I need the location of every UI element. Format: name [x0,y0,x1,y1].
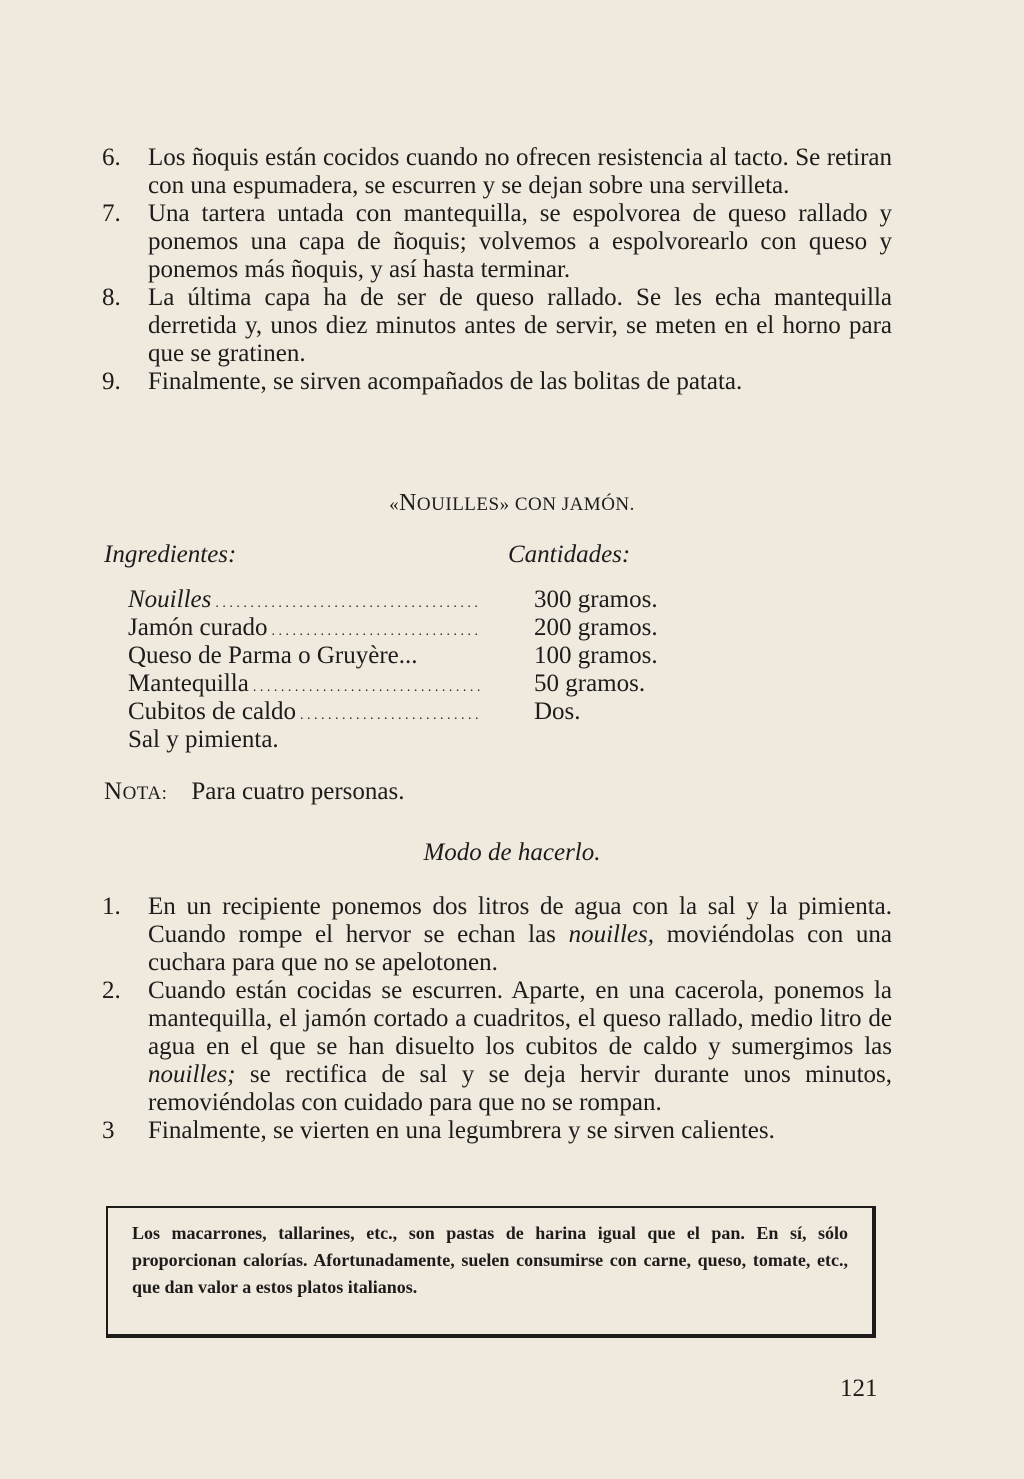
ingredient-row [128,670,480,698]
recipe-title [0,490,1024,517]
step-text-italic: nouilles; [148,1061,236,1088]
ingredient-row [128,586,480,614]
nota-text: Para cuatro personas. [191,778,405,805]
step-text: En un recipiente ponemos dos litros de agua con la sal y la pimienta. Cuando rompe el hervor se echan las [148,893,892,948]
quantities-header: Cantidades: [508,541,631,568]
step-text: Finalmente, se sirven acompañados de las bolitas de patata. [148,368,743,395]
step-text: se rectifica de sal y se deja hervir durante unos minutos, removiéndolas con cuidado para que no se rompan. [148,1061,892,1116]
step-number: 2. [102,977,121,1004]
recipe-title-cap: N [399,490,417,516]
nota-label-cap: N [104,778,123,805]
ingredient-name: Mantequilla [128,670,249,697]
page-number: 121 [840,1375,878,1402]
nota-label [104,778,168,805]
step-text: Cuando están cocidas se escurren. Aparte, en una cacerola, ponemos la mantequilla, el jamón cortado a cuadritos, el queso rallado, medio litro de agua en el que se han disuelto los cubitos de caldo y sumergimos las [148,977,892,1060]
ingredient-row [128,698,480,726]
step-number: 1. [102,893,121,920]
dot-leader [300,698,480,726]
ingredient-name: Cubitos de caldo [128,698,297,725]
ingredient-name: Queso de Parma o Gruyère... [128,642,418,669]
step-text: Los ñoquis están cocidos cuando no ofrecen resistencia al tacto. Se retiran con una espumadera, se escurren y se dejan sobre una servilleta. [148,144,892,199]
ingredient-name: Jamón curado [128,614,268,641]
method-title: Modo de hacerlo. [423,839,601,866]
quantities-list [534,586,658,726]
list-item [102,1117,892,1145]
ingredient-row [128,642,480,670]
list-item [102,977,892,1117]
quantity: 300 gramos. [534,586,658,613]
recipe-title-open: « [389,494,400,515]
list-item [102,893,892,977]
nota [104,778,405,806]
dot-leader [215,586,480,614]
quantity: 100 gramos. [534,642,658,669]
note-box [106,1206,876,1338]
step-text-italic: nouilles, [568,921,655,948]
step-text: La última capa ha de ser de queso rallado. Se les echa mantequilla derretida y, unos diez minutos antes de servir, se meten en el horno para que se gratinen. [148,284,892,367]
ingredient-name: Sal y pimienta. [128,726,279,753]
step-number: 9. [102,368,121,395]
steps-list-bottom [102,893,892,1145]
note-box-text: Los macarrones, tallarines, etc., son pastas de harina igual que el pan. En sí, sólo proporcionan calorías. Afortunadamente, suelen consumirse con carne, queso, tomate, etc., que dan valor a estos platos italianos. [132,1223,848,1297]
step-number: 7. [102,200,121,227]
dot-leader [253,670,480,698]
ingredients-list [128,586,480,754]
step-number: 8. [102,284,121,311]
list-item [102,368,892,396]
ingredient-row [128,614,480,642]
ingredients-header: Ingredientes: [104,541,237,568]
quantity: 50 gramos. [534,670,646,697]
list-item [102,284,892,368]
step-text: Finalmente, se vierten en una legumbrera y se sirven calientes. [148,1117,775,1144]
recipe-title-rest: OUILLES» CON JAMÓN. [416,494,635,515]
list-item [102,200,892,284]
step-number: 6. [102,144,121,171]
step-number: 3 [102,1117,115,1144]
list-item [102,144,892,200]
quantity: 200 gramos. [534,614,658,641]
ingredient-name: Nouilles [128,586,212,613]
step-text: moviéndolas con una cuchara para que no se apelotonen. [148,921,893,976]
nota-label-rest: OTA: [122,783,168,804]
dot-leader [272,614,480,642]
step-text: Una tartera untada con mantequilla, se espolvorea de queso rallado y ponemos una capa de ñoquis; volvemos a espolvorearlo con queso y ponemos más ñoquis, y así hasta terminar. [148,200,892,283]
ingredient-row [128,726,480,754]
steps-list-top [102,144,892,396]
quantity: Dos. [534,698,581,725]
